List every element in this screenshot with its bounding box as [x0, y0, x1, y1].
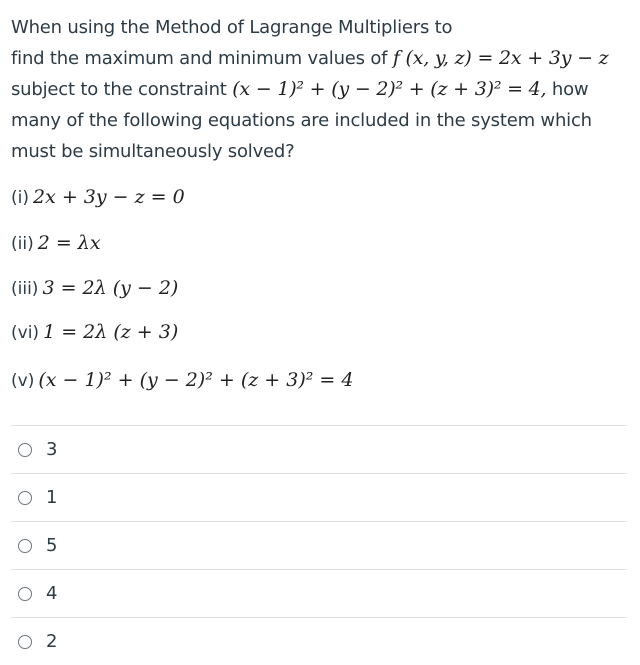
- answer-list: [11, 425, 627, 665]
- question-line-3: [11, 74, 631, 105]
- answer-label: 3: [46, 439, 58, 460]
- answer-label: 2: [46, 631, 58, 652]
- equation-3: [11, 276, 178, 301]
- equation-expression: (x − 1)² + (y − 2)² + (z + 3)² = 4: [38, 369, 354, 391]
- radio-button[interactable]: [18, 491, 32, 505]
- question-line-2: [11, 43, 631, 74]
- answer-label: 4: [46, 583, 58, 604]
- equation-2: [11, 231, 101, 256]
- equation-5: [11, 368, 353, 393]
- equation-label: (i): [11, 188, 29, 208]
- answer-option[interactable]: [11, 473, 627, 521]
- equation-expression: 2 = λx: [37, 232, 101, 254]
- equation-label: (ii): [11, 234, 34, 254]
- question-line-2-text: find the maximum and minimum values of: [11, 48, 393, 69]
- constraint-expression: (x − 1)² + (y − 2)² + (z + 3)² = 4,: [232, 78, 547, 100]
- question-line-4: many of the following equations are included in the system which: [11, 110, 592, 131]
- answer-option[interactable]: [11, 569, 627, 617]
- answer-option[interactable]: [11, 617, 627, 665]
- radio-button[interactable]: [18, 443, 32, 457]
- equation-expression: 3 = 2λ (y − 2): [42, 277, 179, 299]
- equation-expression: 1 = 2λ (z + 3): [43, 321, 179, 343]
- equation-label: (vi): [11, 323, 40, 343]
- radio-button[interactable]: [18, 539, 32, 553]
- equation-label: (v): [11, 371, 35, 391]
- question-line-3-text: subject to the constraint: [11, 79, 233, 100]
- equation-1: [11, 185, 185, 210]
- equation-4: [11, 320, 178, 345]
- equation-expression: 2x + 3y − z = 0: [33, 186, 185, 208]
- question-line-1: When using the Method of Lagrange Multipliers to: [11, 17, 453, 38]
- answer-option[interactable]: [11, 521, 627, 569]
- radio-button[interactable]: [18, 587, 32, 601]
- function-expression: f (x, y, z) = 2x + 3y − z: [392, 47, 609, 69]
- radio-button[interactable]: [18, 635, 32, 649]
- question-line-5: must be simultaneously solved?: [11, 141, 295, 162]
- answer-label: 1: [46, 487, 58, 508]
- question-line-3-suffix: how: [546, 79, 589, 100]
- equation-label: (iii): [11, 279, 39, 299]
- question-text: [11, 12, 631, 167]
- answer-option[interactable]: [11, 425, 627, 473]
- answer-label: 5: [46, 535, 58, 556]
